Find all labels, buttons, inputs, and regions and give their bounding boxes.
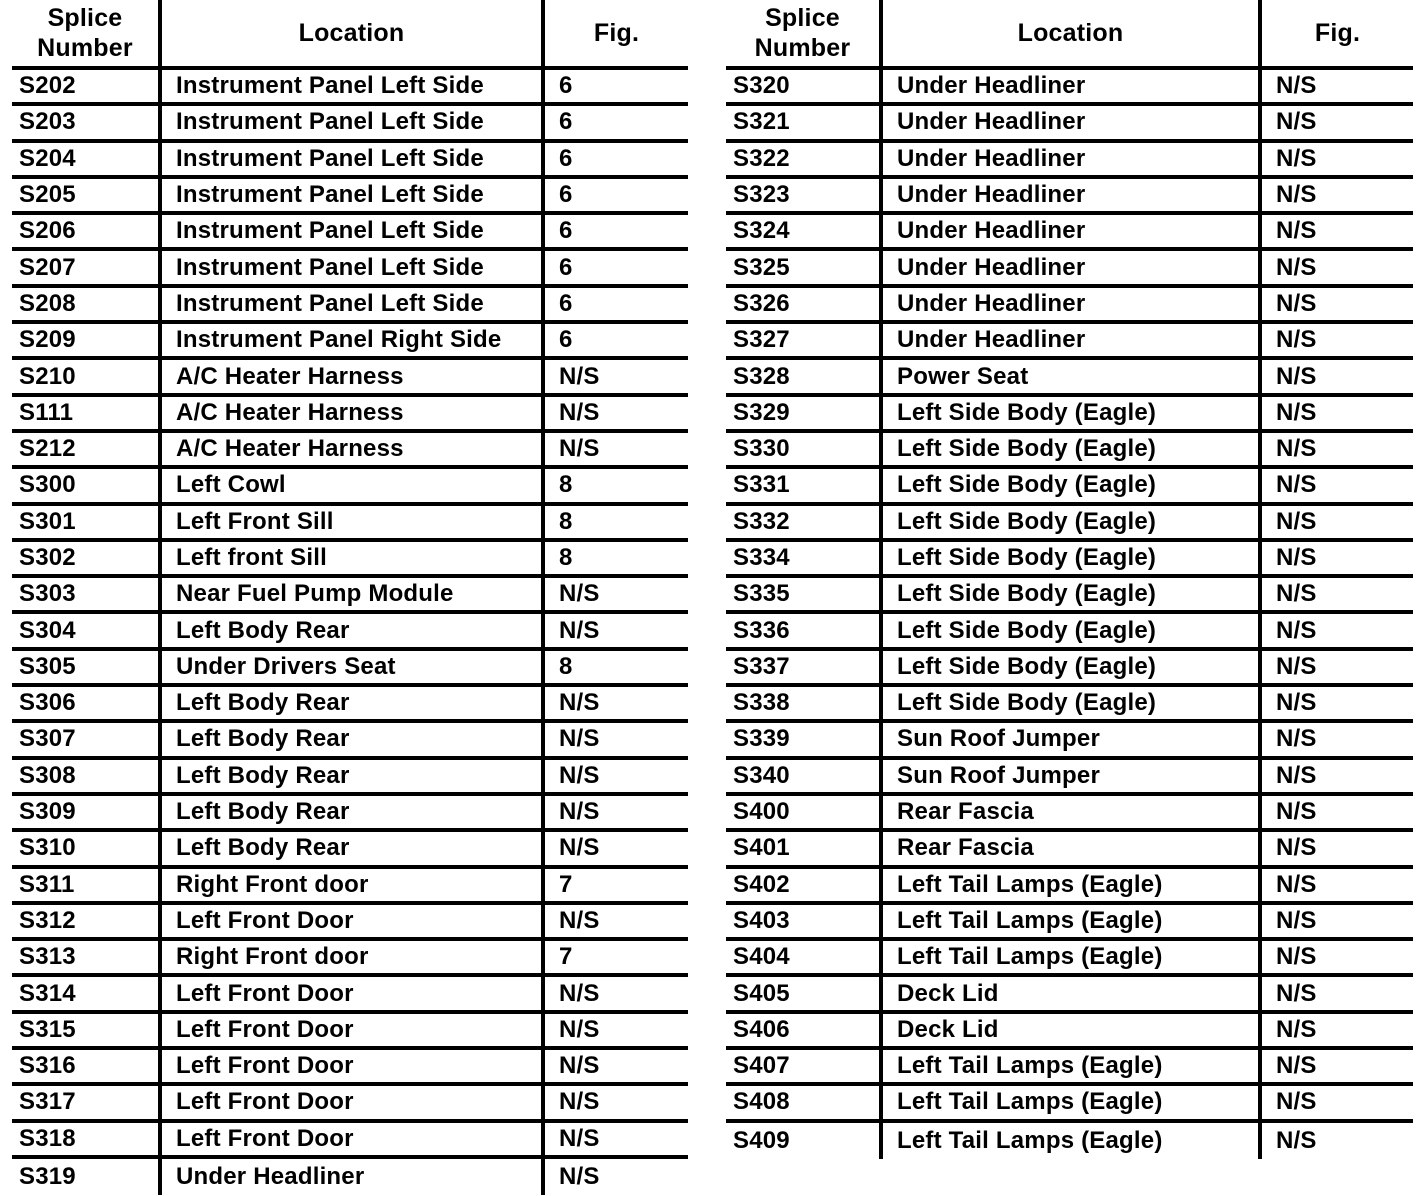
location-cell: Instrument Panel Left Side — [158, 251, 545, 283]
fig-cell: N/S — [1276, 834, 1317, 862]
fig-cell: 6 — [559, 217, 573, 245]
table-row — [726, 869, 1413, 905]
location-cell: Under Headliner — [879, 251, 1262, 283]
table-row — [726, 977, 1413, 1013]
splice-number-cell: S336 — [733, 616, 790, 644]
fig-cell: N/S — [559, 1163, 600, 1191]
table-row — [12, 106, 688, 142]
table-row — [12, 977, 688, 1013]
splice-number-cell: S403 — [733, 906, 790, 934]
location-cell: Left Side Body (Eagle) — [879, 433, 1262, 465]
table-row — [726, 251, 1413, 287]
splice-number-cell: S331 — [733, 471, 790, 499]
fig-cell: 6 — [559, 108, 573, 136]
location-cell: Left Side Body (Eagle) — [879, 542, 1262, 574]
table-row — [12, 578, 688, 614]
table-row — [12, 1123, 688, 1159]
table-row — [726, 106, 1413, 142]
table-row — [12, 651, 688, 687]
location-cell: Left Body Rear — [158, 796, 545, 828]
splice-number-cell: S325 — [733, 253, 790, 281]
location-cell: Deck Lid — [879, 1014, 1262, 1046]
splice-number-cell: S305 — [19, 652, 76, 680]
fig-cell: N/S — [1276, 943, 1317, 971]
splice-number-cell: S322 — [733, 144, 790, 172]
splice-number-cell: S304 — [19, 616, 76, 644]
splice-number-cell: S408 — [733, 1088, 790, 1116]
splice-number-cell: S206 — [19, 217, 76, 245]
fig-cell: N/S — [1276, 181, 1317, 209]
location-cell: Left Front Door — [158, 1014, 545, 1046]
location-cell: A/C Heater Harness — [158, 433, 545, 465]
header-location — [158, 0, 545, 66]
splice-number-cell: S318 — [19, 1124, 76, 1152]
splice-number-cell: S401 — [733, 834, 790, 862]
splice-number-cell: S313 — [19, 943, 76, 971]
location-cell: Left Front Sill — [158, 506, 545, 538]
table-row — [726, 578, 1413, 614]
fig-cell: N/S — [1276, 979, 1317, 1007]
fig-cell: 6 — [559, 72, 573, 100]
location-cell: Under Headliner — [879, 106, 1262, 138]
fig-cell: 6 — [559, 181, 573, 209]
table-row — [726, 324, 1413, 360]
splice-number-cell: S402 — [733, 870, 790, 898]
fig-cell: N/S — [1276, 652, 1317, 680]
splice-number-cell: S315 — [19, 1015, 76, 1043]
fig-cell: N/S — [1276, 870, 1317, 898]
location-cell: Left Tail Lamps (Eagle) — [879, 941, 1262, 973]
table-row — [12, 179, 688, 215]
fig-cell: N/S — [559, 1052, 600, 1080]
location-cell: Left Side Body (Eagle) — [879, 506, 1262, 538]
table-row — [726, 397, 1413, 433]
table-row — [12, 397, 688, 433]
fig-cell: N/S — [1276, 580, 1317, 608]
splice-number-cell: S406 — [733, 1015, 790, 1043]
location-cell: Left Cowl — [158, 469, 545, 501]
splice-number-cell: S337 — [733, 652, 790, 680]
location-cell: Under Headliner — [879, 179, 1262, 211]
fig-cell: N/S — [1276, 362, 1317, 390]
location-cell: Instrument Panel Left Side — [158, 143, 545, 175]
fig-cell: 8 — [559, 471, 573, 499]
table-row — [726, 687, 1413, 723]
fig-cell: N/S — [1276, 253, 1317, 281]
splice-number-cell: S310 — [19, 834, 76, 862]
splice-number-cell: S404 — [733, 943, 790, 971]
table-row — [12, 360, 688, 396]
fig-cell: 6 — [559, 144, 573, 172]
fig-cell: N/S — [559, 362, 600, 390]
location-cell: Left Body Rear — [158, 723, 545, 755]
splice-number-cell: S405 — [733, 979, 790, 1007]
splice-number-cell: S204 — [19, 144, 76, 172]
table-row — [726, 905, 1413, 941]
fig-cell: N/S — [1276, 108, 1317, 136]
location-cell: Sun Roof Jumper — [879, 760, 1262, 792]
table-row — [726, 723, 1413, 759]
location-cell: Instrument Panel Left Side — [158, 70, 545, 102]
location-cell: Left Tail Lamps (Eagle) — [879, 1123, 1262, 1159]
table-row — [726, 469, 1413, 505]
location-cell: Left Tail Lamps (Eagle) — [879, 1050, 1262, 1082]
header-location — [879, 0, 1262, 66]
location-cell: Rear Fascia — [879, 796, 1262, 828]
table-row — [726, 70, 1413, 106]
splice-number-cell: S332 — [733, 507, 790, 535]
location-cell: Left Front Door — [158, 905, 545, 937]
table-row — [726, 433, 1413, 469]
table-row — [12, 143, 688, 179]
fig-cell: N/S — [559, 906, 600, 934]
location-cell: Under Headliner — [879, 324, 1262, 356]
table-row — [12, 288, 688, 324]
fig-cell: N/S — [559, 1088, 600, 1116]
location-cell: Under Headliner — [879, 70, 1262, 102]
splice-number-cell: S409 — [733, 1126, 790, 1154]
fig-cell: N/S — [1276, 326, 1317, 354]
table-row — [12, 469, 688, 505]
location-cell: Power Seat — [879, 360, 1262, 392]
fig-cell: 8 — [559, 652, 573, 680]
splice-number-cell: S209 — [19, 326, 76, 354]
location-cell: Near Fuel Pump Module — [158, 578, 545, 610]
table-row — [726, 1014, 1413, 1050]
location-cell: Left Front Door — [158, 1086, 545, 1118]
fig-cell: N/S — [1276, 507, 1317, 535]
table-row — [726, 941, 1413, 977]
splice-number-cell: S210 — [19, 362, 76, 390]
location-cell: Left Body Rear — [158, 687, 545, 719]
header-fig — [545, 0, 688, 66]
table-row — [726, 179, 1413, 215]
splice-number-cell: S339 — [733, 725, 790, 753]
table-row — [726, 542, 1413, 578]
location-cell: Instrument Panel Left Side — [158, 215, 545, 247]
table-row — [726, 614, 1413, 650]
splice-number-cell: S323 — [733, 181, 790, 209]
table-row — [12, 1159, 688, 1195]
fig-cell: N/S — [1276, 1015, 1317, 1043]
location-cell: Sun Roof Jumper — [879, 723, 1262, 755]
fig-cell: 8 — [559, 507, 573, 535]
table-row — [12, 433, 688, 469]
header-fig-label: Fig. — [1314, 19, 1361, 47]
table-row — [12, 796, 688, 832]
splice-number-cell: S312 — [19, 906, 76, 934]
location-cell: Right Front door — [158, 869, 545, 901]
fig-cell: N/S — [559, 398, 600, 426]
splice-number-cell: S320 — [733, 72, 790, 100]
splice-number-cell: S407 — [733, 1052, 790, 1080]
splice-number-cell: S327 — [733, 326, 790, 354]
location-cell: Left Body Rear — [158, 832, 545, 864]
splice-number-cell: S301 — [19, 507, 76, 535]
splice-number-cell: S306 — [19, 689, 76, 717]
fig-cell: N/S — [559, 761, 600, 789]
fig-cell: N/S — [1276, 798, 1317, 826]
table-row — [12, 251, 688, 287]
table-row — [12, 905, 688, 941]
fig-cell: 6 — [559, 289, 573, 317]
fig-cell: N/S — [1276, 1126, 1317, 1154]
location-cell: Under Headliner — [879, 288, 1262, 320]
fig-cell: N/S — [1276, 398, 1317, 426]
splice-number-cell: S316 — [19, 1052, 76, 1080]
splice-number-cell: S319 — [19, 1163, 76, 1191]
table-row — [726, 506, 1413, 542]
table-row — [726, 143, 1413, 179]
fig-cell: N/S — [559, 1124, 600, 1152]
table-row — [726, 1050, 1413, 1086]
location-cell: Deck Lid — [879, 977, 1262, 1009]
location-cell: A/C Heater Harness — [158, 360, 545, 392]
splice-number-cell: S329 — [733, 398, 790, 426]
fig-cell: 8 — [559, 544, 573, 571]
fig-cell: N/S — [559, 580, 600, 608]
location-cell: Left Side Body (Eagle) — [879, 614, 1262, 646]
table-row — [726, 832, 1413, 868]
location-cell: Under Headliner — [879, 215, 1262, 247]
splice-number-cell: S203 — [19, 108, 76, 136]
header-splice-number — [12, 0, 158, 66]
table-row — [12, 832, 688, 868]
fig-cell: N/S — [1276, 689, 1317, 717]
location-cell: Left Tail Lamps (Eagle) — [879, 1086, 1262, 1118]
splice-number-cell: S205 — [19, 181, 76, 209]
fig-cell: 7 — [559, 943, 573, 971]
fig-cell: N/S — [1276, 471, 1317, 499]
location-cell: Left Front Door — [158, 1123, 545, 1155]
splice-number-cell: S340 — [733, 761, 790, 789]
table-row — [12, 324, 688, 360]
fig-cell: N/S — [559, 834, 600, 862]
table-row — [12, 687, 688, 723]
location-cell: Left Side Body (Eagle) — [879, 397, 1262, 429]
location-cell: Left Side Body (Eagle) — [879, 578, 1262, 610]
location-cell: Rear Fascia — [879, 832, 1262, 864]
header-splice-number — [726, 0, 879, 66]
splice-number-cell: S111 — [19, 398, 74, 426]
splice-number-cell: S300 — [19, 471, 76, 499]
table-row — [12, 1014, 688, 1050]
location-cell: Left Front Door — [158, 1050, 545, 1082]
fig-cell: N/S — [1276, 761, 1317, 789]
splice-number-cell: S308 — [19, 761, 76, 789]
location-cell: Instrument Panel Left Side — [158, 179, 545, 211]
splice-number-cell: S311 — [19, 870, 75, 898]
location-cell: Under Headliner — [158, 1159, 545, 1195]
location-cell: Instrument Panel Left Side — [158, 106, 545, 138]
fig-cell: N/S — [1276, 435, 1317, 463]
table-row — [12, 70, 688, 106]
fig-cell: N/S — [1276, 544, 1317, 571]
splice-number-cell: S317 — [19, 1088, 76, 1116]
table-row — [726, 796, 1413, 832]
table-row — [726, 1123, 1413, 1159]
splice-number-cell: S326 — [733, 289, 790, 317]
fig-cell: 6 — [559, 253, 573, 281]
fig-cell: 6 — [559, 326, 573, 354]
table-row — [12, 941, 688, 977]
fig-cell: N/S — [559, 725, 600, 753]
location-cell: Instrument Panel Right Side — [158, 324, 545, 356]
location-cell: Left Side Body (Eagle) — [879, 651, 1262, 683]
splice-number-cell: S307 — [19, 725, 76, 753]
fig-cell: N/S — [1276, 217, 1317, 245]
fig-cell: N/S — [559, 798, 600, 826]
fig-cell: N/S — [1276, 144, 1317, 172]
fig-cell: 7 — [559, 870, 573, 898]
table-header-row — [726, 0, 1413, 70]
splice-number-cell: S324 — [733, 217, 790, 245]
location-cell: Left Side Body (Eagle) — [879, 469, 1262, 501]
location-cell: Left Body Rear — [158, 614, 545, 646]
header-fig — [1262, 0, 1413, 66]
splice-number-cell: S202 — [19, 72, 76, 100]
location-cell: Right Front door — [158, 941, 545, 973]
table-row — [726, 651, 1413, 687]
splice-number-cell: S338 — [733, 689, 790, 717]
table-row — [12, 1086, 688, 1122]
location-cell: Left Tail Lamps (Eagle) — [879, 869, 1262, 901]
fig-cell: N/S — [1276, 616, 1317, 644]
table-row — [12, 542, 688, 578]
fig-cell: N/S — [1276, 906, 1317, 934]
location-cell: Under Headliner — [879, 143, 1262, 175]
location-cell: Left Side Body (Eagle) — [879, 687, 1262, 719]
header-location-label: Location — [1017, 19, 1124, 47]
splice-number-cell: S207 — [19, 253, 76, 281]
fig-cell: N/S — [559, 435, 600, 463]
table-row — [12, 760, 688, 796]
splice-number-cell: S328 — [733, 362, 790, 390]
header-splice-number-label: Splice Number — [754, 4, 851, 62]
table-row — [12, 215, 688, 251]
fig-cell: N/S — [1276, 1052, 1317, 1080]
table-row — [726, 1086, 1413, 1122]
fig-cell: N/S — [1276, 72, 1317, 100]
location-cell: Left Front Door — [158, 977, 545, 1009]
table-row — [726, 215, 1413, 251]
splice-table-left — [12, 0, 688, 1195]
table-row — [726, 760, 1413, 796]
splice-number-cell: S208 — [19, 289, 76, 317]
header-location-label: Location — [298, 19, 405, 47]
location-cell: Left front Sill — [158, 542, 545, 574]
splice-number-cell: S302 — [19, 544, 76, 571]
location-cell: Left Body Rear — [158, 760, 545, 792]
table-header-row — [12, 0, 688, 70]
splice-number-cell: S400 — [733, 798, 790, 826]
header-splice-number-label: Splice Number — [37, 4, 133, 62]
splice-number-cell: S330 — [733, 435, 790, 463]
location-cell: Under Drivers Seat — [158, 651, 545, 683]
table-row — [12, 1050, 688, 1086]
splice-number-cell: S334 — [733, 544, 790, 571]
fig-cell: N/S — [559, 979, 600, 1007]
table-row — [12, 506, 688, 542]
fig-cell: N/S — [1276, 289, 1317, 317]
table-row — [12, 869, 688, 905]
header-fig-label: Fig. — [593, 19, 640, 47]
fig-cell: N/S — [1276, 1088, 1317, 1116]
splice-number-cell: S212 — [19, 435, 76, 463]
splice-number-cell: S303 — [19, 580, 76, 608]
fig-cell: N/S — [1276, 725, 1317, 753]
splice-number-cell: S321 — [733, 108, 790, 136]
splice-number-cell: S314 — [19, 979, 76, 1007]
table-row — [12, 614, 688, 650]
splice-number-cell: S335 — [733, 580, 790, 608]
location-cell: A/C Heater Harness — [158, 397, 545, 429]
table-row — [726, 288, 1413, 324]
fig-cell: N/S — [559, 1015, 600, 1043]
fig-cell: N/S — [559, 689, 600, 717]
table-row — [726, 360, 1413, 396]
fig-cell: N/S — [559, 616, 600, 644]
location-cell: Instrument Panel Left Side — [158, 288, 545, 320]
table-row — [12, 723, 688, 759]
splice-table-right — [726, 0, 1413, 1159]
splice-number-cell: S309 — [19, 798, 76, 826]
location-cell: Left Tail Lamps (Eagle) — [879, 905, 1262, 937]
